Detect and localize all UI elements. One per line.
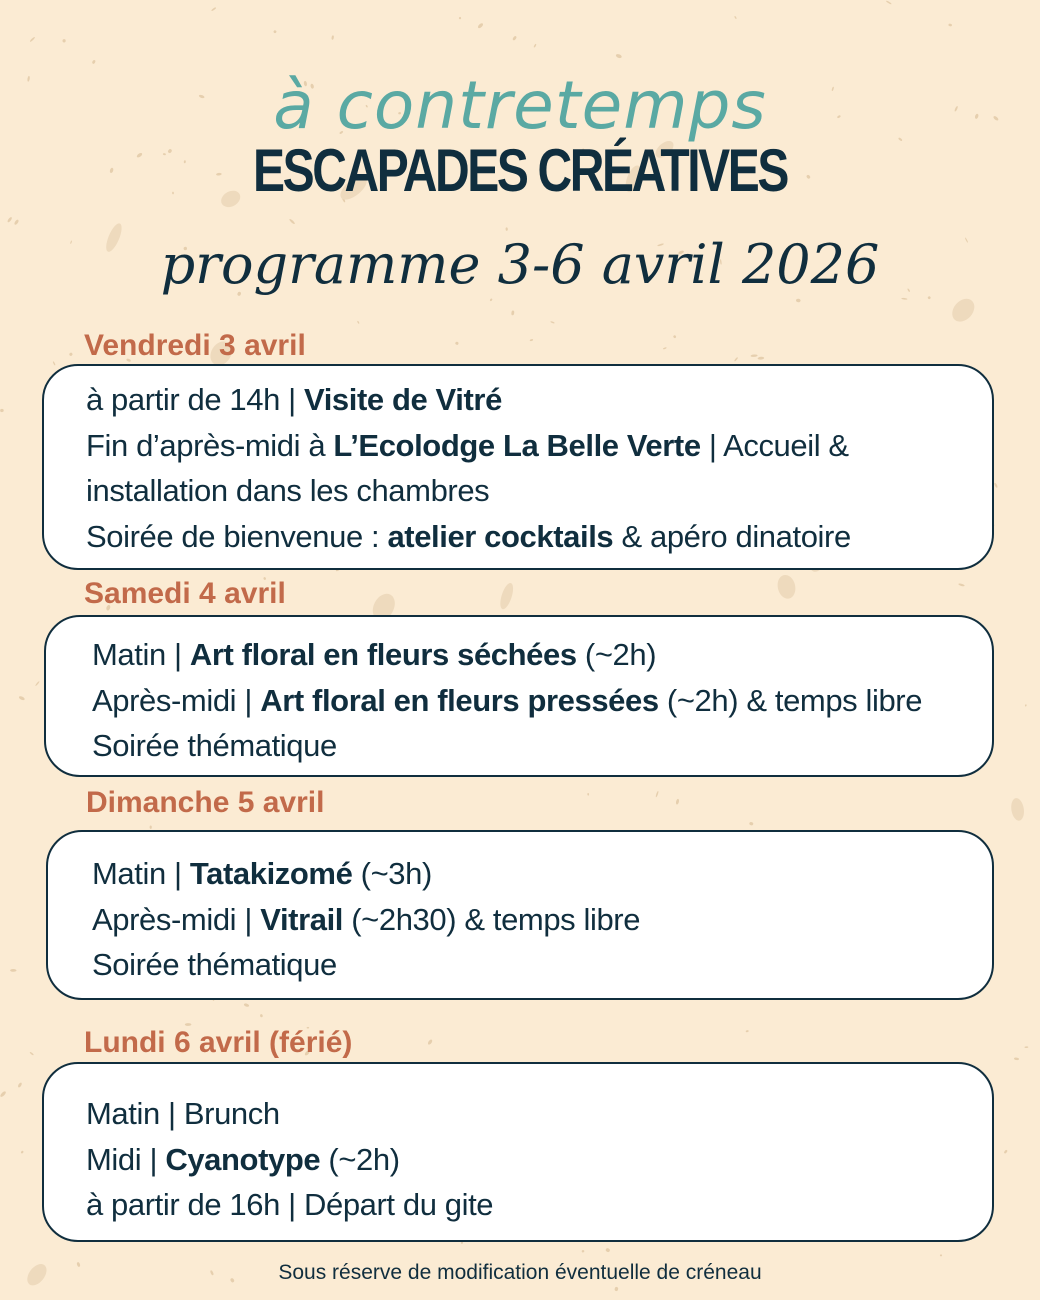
speckle xyxy=(357,321,360,324)
speckle xyxy=(92,59,96,64)
speckle xyxy=(940,1254,942,1256)
speckle xyxy=(550,321,555,324)
speckle xyxy=(958,583,965,587)
speckle xyxy=(331,35,334,40)
day-label-sunday: Dimanche 5 avril xyxy=(86,786,325,819)
day-label-monday: Lundi 6 avril (férié) xyxy=(84,1026,353,1059)
speckle xyxy=(1025,704,1027,707)
schedule-lines xyxy=(92,632,922,769)
schedule-text: Soirée thématique xyxy=(92,947,337,982)
activity-name: Vitrail xyxy=(260,901,344,937)
speckle xyxy=(605,1248,610,1253)
schedule-text: (~2h30) & temps libre xyxy=(343,901,641,937)
speckle xyxy=(69,352,73,356)
speckle xyxy=(0,1090,7,1097)
speckle xyxy=(745,1030,748,1033)
activity-name: Cyanotype xyxy=(165,1141,321,1177)
speckle xyxy=(489,298,492,301)
speckle xyxy=(498,582,516,611)
speckle xyxy=(655,791,659,798)
day-box-monday xyxy=(42,1062,994,1242)
activity-name: atelier cocktails xyxy=(387,518,614,554)
speckle xyxy=(994,482,998,488)
speckle xyxy=(20,1150,23,1154)
speckle xyxy=(749,822,754,826)
speckle xyxy=(427,1039,433,1046)
schedule-line xyxy=(86,1182,493,1228)
schedule-line xyxy=(86,468,851,514)
schedule-line xyxy=(92,678,922,724)
speckle xyxy=(948,294,979,326)
speckle xyxy=(211,7,216,12)
speckle xyxy=(1010,797,1026,821)
schedule-text: Soirée thématique xyxy=(92,728,337,763)
speckle xyxy=(751,354,758,357)
speckle xyxy=(150,825,152,828)
speckle xyxy=(505,227,507,231)
speckle xyxy=(734,357,738,362)
schedule-text: Fin d’après-midi à xyxy=(86,427,334,463)
day-label-saturday: Samedi 4 avril xyxy=(84,577,286,610)
program-subtitle: programme 3-6 avril 2026 xyxy=(160,233,880,296)
day-label-friday: Vendredi 3 avril xyxy=(84,329,306,362)
speckle xyxy=(511,310,514,315)
schedule-lines xyxy=(86,377,851,559)
day-box-friday xyxy=(42,364,994,570)
schedule-text: installation dans les chambres xyxy=(86,473,490,508)
schedule-text: (~3h) xyxy=(352,856,432,891)
schedule-line xyxy=(92,942,640,988)
activity-name: Art floral en fleurs séchées xyxy=(189,637,577,672)
speckle xyxy=(1014,1057,1019,1060)
speckle xyxy=(260,1014,263,1018)
speckle xyxy=(18,695,25,701)
speckle xyxy=(53,361,56,366)
schedule-text: à partir de 14h | xyxy=(86,382,304,417)
day-box-saturday xyxy=(44,615,994,777)
activity-name: Visite de Vitré xyxy=(304,382,502,417)
schedule-line xyxy=(92,897,640,943)
schedule-text: Après-midi | xyxy=(92,901,261,937)
speckle xyxy=(477,22,484,29)
schedule-text: Matin | xyxy=(92,856,190,891)
speckle xyxy=(1004,1149,1008,1154)
speckle xyxy=(455,341,459,345)
speckle xyxy=(663,347,667,350)
schedule-lines xyxy=(92,851,640,988)
schedule-text: Matin | Brunch xyxy=(86,1096,280,1131)
speckle xyxy=(581,1250,584,1253)
speckle xyxy=(1024,1046,1028,1048)
disclaimer-footer: Sous réserve de modification éventuelle de créneau xyxy=(278,1261,762,1284)
speckle xyxy=(458,17,461,20)
speckle xyxy=(757,356,764,359)
speckle xyxy=(886,0,892,5)
schedule-line xyxy=(86,1091,493,1137)
speckle xyxy=(7,216,13,223)
speckle xyxy=(29,36,35,42)
speckle xyxy=(530,339,534,342)
speckle xyxy=(243,1003,249,1008)
schedule-line xyxy=(92,632,922,678)
speckle xyxy=(775,573,797,600)
speckle xyxy=(673,335,677,339)
schedule-text: Midi | xyxy=(86,1141,166,1177)
schedule-line xyxy=(86,423,851,469)
schedule-text: Matin | xyxy=(92,637,190,672)
speckle xyxy=(35,681,40,686)
schedule-text: & apéro dinatoire xyxy=(613,518,851,554)
speckle xyxy=(796,299,801,303)
speckle xyxy=(10,969,16,972)
speckle xyxy=(63,39,66,42)
brand-logo-text: à contretemps xyxy=(273,68,767,144)
speckle xyxy=(273,30,277,34)
speckle xyxy=(14,219,20,225)
schedule-line xyxy=(92,723,922,769)
schedule-text: (~2h) xyxy=(320,1141,400,1177)
schedule-text: Soirée de bienvenue : xyxy=(86,518,388,554)
speckle xyxy=(615,53,622,59)
speckle xyxy=(734,16,737,19)
activity-name: L’Ecolodge La Belle Verte xyxy=(333,427,701,463)
speckle xyxy=(17,1082,22,1088)
schedule-line xyxy=(86,1137,493,1183)
schedule-text: (~2h) xyxy=(576,637,657,672)
activity-name: Tatakizomé xyxy=(189,856,353,891)
activity-name: Art floral en fleurs pressées xyxy=(260,682,659,718)
speckle xyxy=(948,23,952,26)
day-box-sunday xyxy=(46,830,994,1000)
schedule-lines xyxy=(86,1091,493,1228)
schedule-text: | Accueil & xyxy=(700,427,849,463)
speckle xyxy=(512,35,517,41)
speckle xyxy=(0,409,4,412)
speckle xyxy=(29,1052,34,1056)
schedule-text: (~2h) & temps libre xyxy=(658,682,923,718)
schedule-line xyxy=(86,514,851,560)
speckle xyxy=(289,218,296,224)
schedule-line xyxy=(86,377,851,423)
schedule-text: à partir de 16h | Départ du gite xyxy=(86,1187,494,1222)
speckle xyxy=(675,799,679,805)
schedule-line xyxy=(92,851,640,897)
speckle xyxy=(533,44,536,48)
speckle xyxy=(587,793,589,796)
page-title: ESCAPADES CRÉATIVES xyxy=(252,137,788,204)
schedule-text: Après-midi | xyxy=(92,682,261,718)
